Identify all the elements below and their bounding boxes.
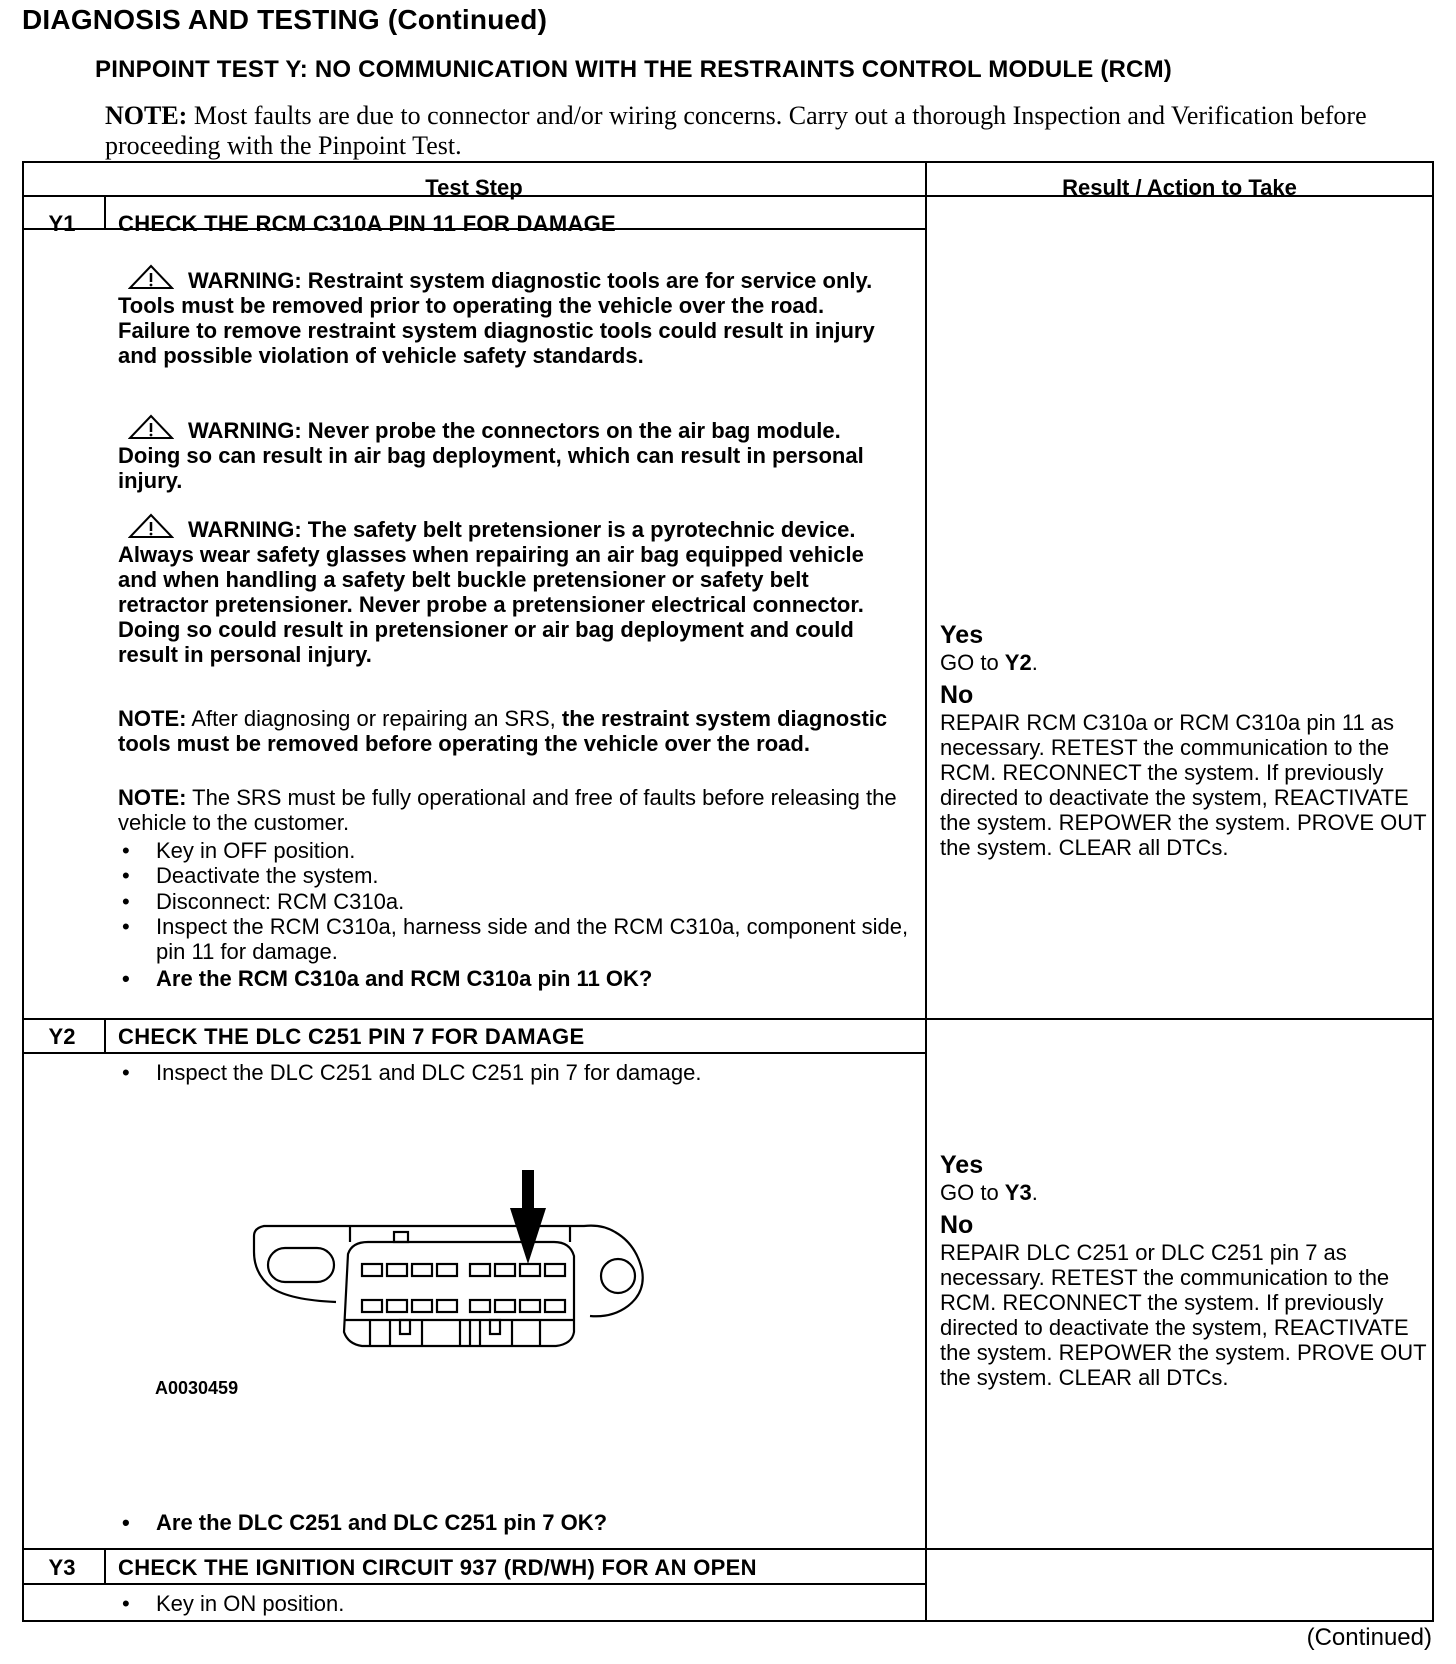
warning-triangle-icon (128, 414, 174, 440)
dlc-connector-figure (250, 1170, 650, 1390)
y1-no-label: No (940, 681, 974, 709)
table-border-right (1432, 161, 1434, 1622)
yes-action-end: . (1031, 650, 1038, 675)
yes-action-text: GO to (940, 1180, 1005, 1205)
y2-yes-action (940, 1180, 1430, 1205)
y2-result (940, 1150, 1430, 1390)
step-title-y1: CHECK THE RCM C310A PIN 11 FOR DAMAGE (118, 211, 617, 236)
y1-note-srs-operational (118, 785, 898, 835)
note-text: The SRS must be fully operational and free of faults before releasing the vehicle to the customer. (118, 785, 897, 835)
y1-bullet-question: • Are the RCM C310a and RCM C310a pin 11 OK? (118, 966, 916, 991)
y2-id-divider (104, 1018, 106, 1054)
y1-result (940, 620, 1430, 860)
y3-bullet-key-on: • Key in ON position. (118, 1591, 916, 1616)
note-label: NOTE: (118, 785, 187, 810)
y2-row-divider (22, 1548, 1434, 1550)
y1-no-action: REPAIR RCM C310a or RCM C310a pin 11 as necessary. RETEST the communication to the RCM. RECONNECT the system. If previously directed to deactivate the system, REACTIVATE the system. REPOWER the system. PROVE OUT the system. CLEAR all DTCs. (940, 710, 1427, 860)
y1-warning-diagnostic-tools (118, 264, 898, 368)
step-title-y3: CHECK THE IGNITION CIRCUIT 937 (RD/WH) FOR AN OPEN (118, 1555, 757, 1580)
step-id-y1: Y1 (48, 211, 76, 236)
warning-triangle-icon (128, 264, 174, 290)
y1-bullet-inspect: • Inspect the RCM C310a, harness side and the RCM C310a, component side, pin 11 for damage. (118, 914, 916, 964)
figure-caption: A0030459 (155, 1378, 239, 1398)
table-border-top (22, 161, 1434, 163)
intro-note-label: NOTE: (105, 101, 188, 130)
continued-label: (Continued) (1306, 1624, 1432, 1651)
y2-bullet-inspect: • Inspect the DLC C251 and DLC C251 pin 7 for damage. (118, 1060, 916, 1085)
step-title-y2: CHECK THE DLC C251 PIN 7 FOR DAMAGE (118, 1024, 585, 1049)
warning-triangle-icon (128, 513, 174, 539)
column-header-test-step: Test Step (425, 175, 523, 200)
note-text: After diagnosing or repairing an SRS, (186, 706, 562, 731)
step-id-y3: Y3 (48, 1555, 76, 1580)
column-header-result: Result / Action to Take (1062, 175, 1297, 200)
step-id-y2: Y2 (48, 1024, 76, 1049)
y2-yes-label: Yes (940, 1151, 984, 1179)
pin-7-arrow-icon (510, 1170, 546, 1264)
page-title: DIAGNOSIS AND TESTING (Continued) (22, 4, 548, 35)
yes-action-target[interactable]: Y3 (1004, 1180, 1032, 1205)
y1-warning3-text: WARNING: The safety belt pretensioner is a pyrotechnic device. Always wear safety glasses when repairing an air bag equipped vehicle and when handling a safety belt buckle pretensioner or safety belt retractor pretensioner. Never probe a pretensioner electrical connector. Doing so could result in pretensioner or air bag deployment and could result in personal injury. (118, 517, 864, 667)
y1-row-divider (22, 1018, 1434, 1020)
table-border-left (22, 161, 24, 1622)
pinpoint-test-title: PINPOINT TEST Y: NO COMMUNICATION WITH THE RESTRAINTS CONTROL MODULE (RCM) (95, 56, 1172, 83)
y2-no-action: REPAIR DLC C251 or DLC C251 pin 7 as necessary. RETEST the communication to the RCM. RECONNECT the system. If previously directed to deactivate the system, REACTIVATE the system. REPOWER the system. PROVE OUT the system. CLEAR all DTCs. (940, 1240, 1427, 1390)
y3-title-underline (22, 1583, 926, 1585)
yes-action-target[interactable]: Y2 (1004, 650, 1032, 675)
yes-action-end: . (1031, 1180, 1038, 1205)
y1-bullet-key-off: • Key in OFF position. (118, 838, 916, 863)
table-column-divider (925, 161, 927, 1622)
intro-note-text: Most faults are due to connector and/or wiring concerns. Carry out a thorough Inspection and Verification before proceeding with the Pinpoint Test. (105, 101, 1367, 160)
note-label: NOTE: (118, 706, 187, 731)
y3-id-divider (104, 1548, 106, 1585)
note-bold-text: the restraint system diagnostic tools must be removed before operating the vehicle over the road. (118, 706, 888, 756)
y1-warning-pretensioner (118, 513, 898, 667)
y1-note-srs-tools (118, 706, 898, 756)
y1-warning-airbag-connectors (118, 414, 898, 493)
intro-note (105, 101, 1405, 161)
y1-warning1-text: WARNING: Restraint system diagnostic tools are for service only. Tools must be removed prior to operating the vehicle over the road. Failure to remove restraint system diagnostic tools could result in injury and possible violation of vehicle safety standards. (118, 268, 875, 368)
yes-action-text: GO to (940, 650, 1005, 675)
y1-yes-action (940, 650, 1430, 675)
y1-bullet-disconnect: • Disconnect: RCM C310a. (118, 889, 916, 914)
y2-title-underline (22, 1052, 926, 1054)
y1-warning2-text: WARNING: Never probe the connectors on the air bag module. Doing so can result in air bag deployment, which can result in personal injury. (118, 418, 864, 493)
table-border-bottom (22, 1620, 1434, 1622)
y2-no-label: No (940, 1211, 974, 1239)
y1-yes-label: Yes (940, 621, 984, 649)
y2-bullet-question: • Are the DLC C251 and DLC C251 pin 7 OK? (118, 1510, 916, 1535)
y1-bullet-deactivate: • Deactivate the system. (118, 863, 916, 888)
